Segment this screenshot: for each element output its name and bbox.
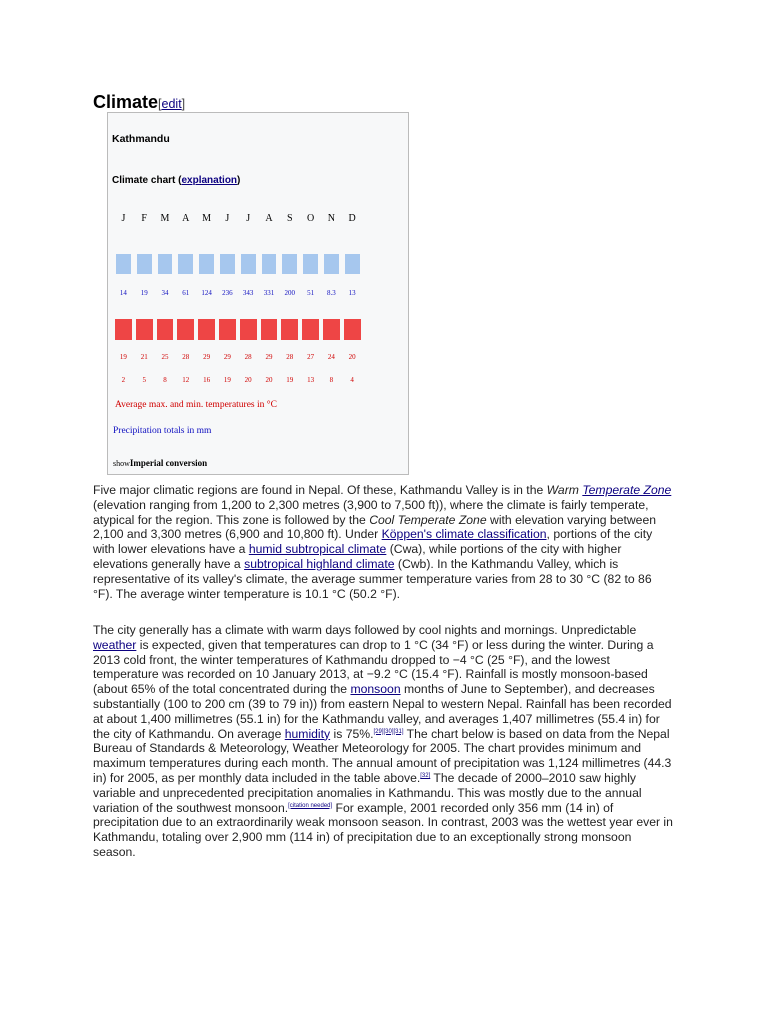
precipitation-bar-fill	[178, 254, 193, 274]
month-label: J	[225, 213, 230, 224]
section-heading	[93, 92, 185, 113]
text: , portions of the city with lower elevations have a	[93, 527, 653, 557]
min-temperature-value: 5	[142, 376, 146, 384]
precipitation-value: 343	[242, 289, 254, 297]
precipitation-bars	[113, 254, 363, 274]
precipitation-value: 51	[307, 289, 315, 297]
min-temperature-value: 2	[121, 376, 126, 384]
month-label: D	[348, 213, 356, 224]
text-cool-temperate: Cool Temperate Zone	[369, 512, 487, 527]
min-temperature-value: 20	[244, 376, 252, 384]
min-temperature-value: 13	[307, 376, 315, 384]
temperature-bar-fill	[302, 319, 319, 340]
min-temperature-values	[113, 376, 363, 384]
climate-chart	[107, 112, 409, 475]
text: is 75%.	[330, 726, 374, 741]
temperature-bar	[175, 319, 196, 340]
precipitation-bar	[113, 254, 134, 274]
chart-title-prefix: Climate chart (	[112, 175, 182, 186]
min-temperature-value: 8	[163, 376, 167, 384]
temperature-bar-fill	[323, 319, 340, 340]
temperature-bar	[196, 319, 217, 340]
text: months of June to September), and decreases substantially (100 to 200 cm (39 to 79 in)) from eastern Nepal to western Nepal. Rainfall has been recorded at about 1,400 millimetres (55.1 in) for the Kathmandu valley, and averages 1,407 millimetres (55.4 in) for the city of Kathmandu. On average	[93, 682, 672, 741]
precipitation-bar	[196, 254, 217, 274]
temperature-bar-fill	[281, 319, 298, 340]
temperature-bar-fill	[198, 319, 215, 340]
precipitation-bar	[259, 254, 280, 274]
max-temperature-values	[113, 353, 363, 361]
temperature-bar	[217, 319, 238, 340]
precipitation-value: 34	[161, 289, 169, 297]
precipitation-bar	[155, 254, 176, 274]
min-temperature-value: 20	[265, 376, 273, 384]
month-label: A	[182, 213, 190, 224]
min-temperature-value: 19	[286, 376, 294, 384]
temperature-bar-fill	[240, 319, 257, 340]
month-labels	[113, 213, 363, 224]
temperature-bar-fill	[157, 319, 174, 340]
precipitation-bar	[134, 254, 155, 274]
max-temperature-value: 29	[223, 353, 231, 361]
edit-close-bracket: ]	[181, 97, 186, 111]
edit-link[interactable]: edit	[161, 97, 182, 111]
min-temperature-value: 16	[203, 376, 211, 384]
text: with elevation varying between 2,100 and 3,300 metres (6,900 and 10,800 ft). Under	[93, 512, 656, 542]
section-title: Climate	[93, 92, 159, 112]
max-temperature-value: 28	[244, 353, 252, 361]
temperature-bar-fill	[261, 319, 278, 340]
temperature-bar-fill	[136, 319, 153, 340]
precipitation-bar	[217, 254, 238, 274]
min-temperature-value: 8	[329, 376, 334, 384]
precipitation-bar-fill	[345, 254, 360, 274]
min-temperature-value: 19	[223, 376, 231, 384]
precipitation-bar-fill	[137, 254, 152, 274]
precipitation-value: 236	[222, 289, 233, 297]
text: (Cwb). In the Kathmandu Valley, which is representative of its valley's climate, the average summer temperature varies from 28 to 30 °C (82 to 86 °F). The average winter temperature is 10.1 °C (50.2 °F).	[93, 556, 652, 601]
show-toggle[interactable]: show	[113, 459, 130, 468]
precipitation-bar	[238, 254, 259, 274]
reference-link[interactable]: [29][30][31]	[373, 728, 404, 735]
text: The chart below is based on data from the Nepal Bureau of Standards & Meteorology, Weather Meteorology for 2005. The chart provides minimum and maximum temperatures during each month. The annual amount of precipitation was 1,124 millimetres (44.3 in) for 2005, as per monthly data included in the table above.	[93, 726, 672, 785]
max-temperature-value: 25	[161, 353, 169, 361]
precipitation-value: 331	[263, 289, 275, 297]
chart-title	[112, 175, 240, 186]
text: For example, 2001 recorded only 356 mm (14 in) of precipitation due to an extraordinarily weak monsoon season. In contrast, 2003 was the wettest year ever in Kathmandu, totaling over 2,900 mm (114 in) of precipitation due to an exceptionally strong monsoon season.	[93, 800, 673, 859]
precipitation-bar-fill	[303, 254, 318, 274]
edit-section	[158, 97, 185, 111]
precipitation-bar-fill	[241, 254, 256, 274]
temperature-bar	[113, 319, 134, 340]
edit-open-bracket: [	[158, 97, 162, 111]
precipitation-bar-fill	[262, 254, 277, 274]
text: (Cwa), while portions of the city with higher elevations generally have a	[93, 542, 622, 571]
imperial-conversion-label: Imperial conversion	[129, 458, 208, 468]
temperature-bar	[238, 319, 259, 340]
max-temperature-value: 24	[327, 353, 335, 361]
humidity-link[interactable]: humidity	[284, 726, 331, 741]
month-label: J	[121, 213, 126, 224]
temperature-bar-fill	[177, 319, 194, 340]
precipitation-bar	[300, 254, 321, 274]
max-temperature-value: 27	[307, 353, 315, 361]
max-temperature-value: 20	[348, 353, 356, 361]
paragraph-climatic-regions	[93, 483, 673, 601]
precipitation-bar-fill	[324, 254, 339, 274]
reference-link[interactable]: [32]	[420, 772, 431, 779]
precipitation-bar	[175, 254, 196, 274]
precipitation-value: 124	[201, 289, 212, 297]
temperate-zone-link-text: Temperate Zone	[582, 483, 672, 497]
month-label: J	[246, 213, 251, 224]
month-label: S	[286, 213, 293, 224]
imperial-conversion-toggle[interactable]	[113, 458, 207, 468]
precipitation-bar-fill	[220, 254, 235, 274]
month-label: A	[265, 213, 273, 224]
chart-city: Kathmandu	[112, 133, 170, 145]
legend-temperature: Average max. and min. temperatures in °C	[115, 400, 277, 410]
citation-needed-link[interactable]: [citation needed]	[288, 802, 333, 809]
temperature-bar	[300, 319, 321, 340]
text: The decade of 2000–2010 saw highly variable and unprecedented precipitation anomalies in Kathmandu. This was mostly due to the annual variation of the southwest monsoon.	[93, 770, 642, 815]
max-temperature-value: 29	[265, 353, 273, 361]
temperature-bar	[259, 319, 280, 340]
temperate-zone-link[interactable]	[582, 483, 671, 497]
precipitation-value: 8.3	[326, 289, 336, 297]
month-label: M	[202, 213, 212, 224]
text: is expected, given that temperatures can drop to 1 °C (34 °F) or less during the winter. During a 2013 cold front, the winter temperatures of Kathmandu dropped to −4 °C (25 °F), and the lowest temperature was recorded on 10 January 2013, at −9.2 °C (15.4 °F). Rainfall is mostly monsoon-based (about 65% of the total concentrated during the	[93, 637, 654, 697]
temperature-bar	[321, 319, 342, 340]
temperature-bar	[134, 319, 155, 340]
max-temperature-value: 28	[182, 353, 190, 361]
legend-precipitation: Precipitation totals in mm	[113, 426, 212, 436]
max-temperature-value: 19	[119, 353, 127, 361]
precipitation-bar	[321, 254, 342, 274]
explanation-link[interactable]: explanation	[181, 175, 238, 186]
paragraph-weather	[93, 623, 673, 860]
subtropical-highland-link[interactable]: subtropical highland climate	[244, 556, 395, 571]
precipitation-value: 13	[348, 289, 356, 297]
min-temperature-value: 12	[182, 376, 190, 384]
text: The city generally has a climate with warm days followed by cool nights and mornings. Unpredictable	[93, 623, 637, 637]
precipitation-value: 19	[140, 289, 148, 297]
precipitation-value: 61	[182, 289, 190, 297]
max-temperature-value: 29	[203, 353, 211, 361]
precipitation-value: 14	[119, 289, 127, 297]
min-temperature-value: 4	[350, 376, 354, 384]
month-label: N	[327, 213, 335, 224]
precipitation-bar	[279, 254, 300, 274]
weather-link[interactable]: weather	[93, 637, 137, 652]
temperature-bar-fill	[344, 319, 361, 340]
temperature-bars	[113, 319, 363, 340]
temperature-bar-fill	[115, 319, 132, 340]
precipitation-values	[113, 289, 363, 297]
monsoon-link[interactable]: monsoon	[350, 682, 401, 697]
max-temperature-value: 28	[286, 353, 294, 361]
precipitation-bar-fill	[116, 254, 131, 274]
text: (elevation ranging from 1,200 to 2,300 metres (3,900 to 7,500 ft)), where the climate is fairly temperate, atypical for the region. This zone is followed by the	[93, 497, 649, 527]
precipitation-bar-fill	[282, 254, 297, 274]
temperature-bar	[155, 319, 176, 340]
chart-title-suffix: )	[237, 175, 241, 186]
koppen-link[interactable]: Köppen's climate classification	[381, 527, 547, 542]
temperature-bar	[342, 319, 363, 340]
precipitation-bar-fill	[199, 254, 214, 274]
max-temperature-value: 21	[140, 353, 148, 361]
text-warm: Warm	[546, 483, 583, 497]
humid-subtropical-link[interactable]: humid subtropical climate	[248, 542, 387, 557]
precipitation-bar-fill	[158, 254, 173, 274]
month-label: F	[141, 213, 147, 224]
precipitation-value: 200	[284, 289, 296, 297]
month-label: O	[306, 213, 315, 224]
text: Five major climatic regions are found in Nepal. Of these, Kathmandu Valley is in the	[93, 483, 547, 497]
temperature-bar-fill	[219, 319, 236, 340]
month-label: M	[160, 213, 170, 224]
precipitation-bar	[342, 254, 363, 274]
temperature-bar	[279, 319, 300, 340]
